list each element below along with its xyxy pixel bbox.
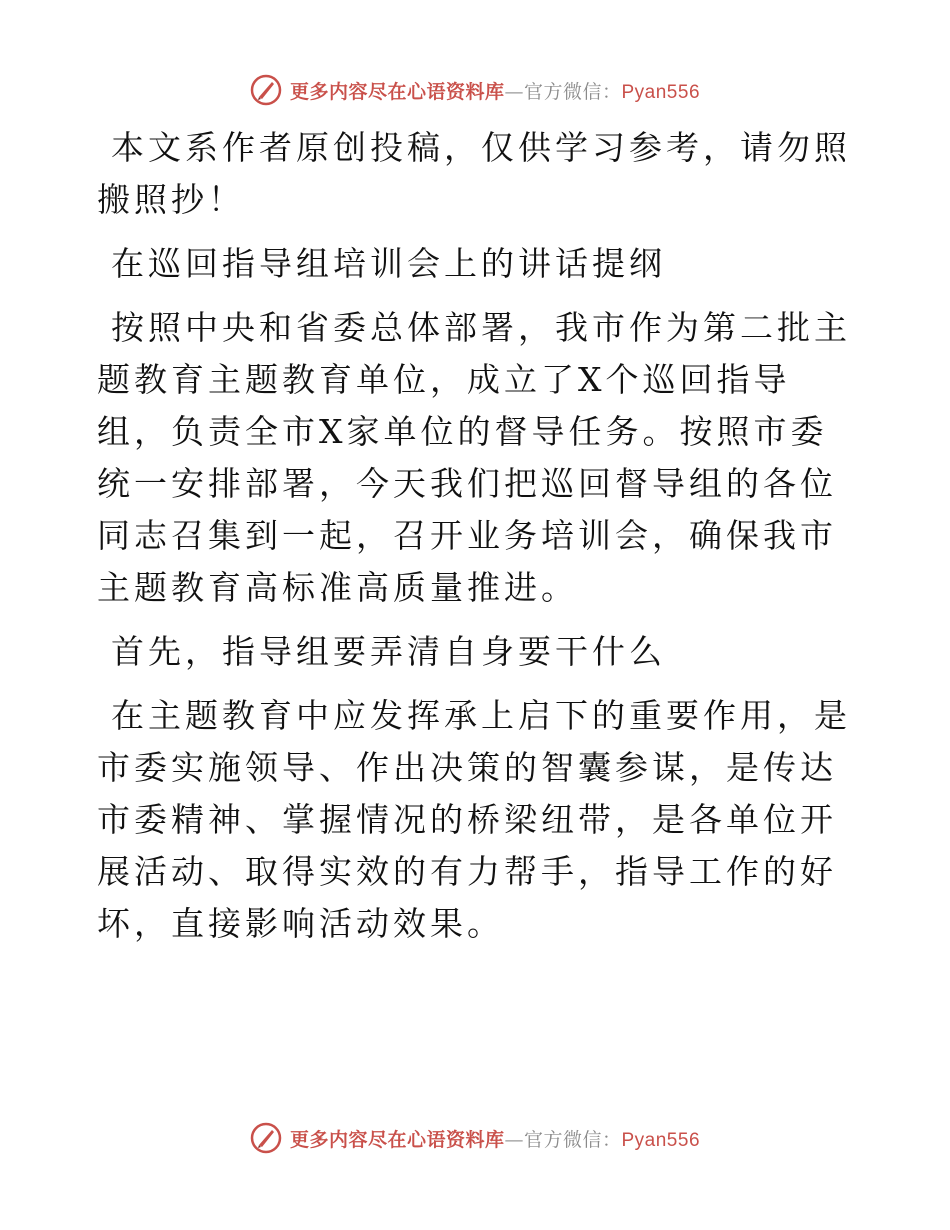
footer-watermark-banner (0, 1118, 950, 1158)
watermark-wechat-label: 官方微信： (523, 1128, 622, 1151)
watermark-text (290, 1125, 700, 1152)
watermark-wechat-id: Pyan556 (621, 81, 701, 103)
document-title: 在巡回指导组培训会上的讲话提纲 (111, 244, 666, 283)
quill-logo-icon (250, 1122, 282, 1154)
watermark-wechat-label: 官方微信： (523, 80, 622, 103)
watermark-separator: — (504, 80, 524, 103)
watermark-separator: — (504, 1128, 524, 1151)
document-body (97, 122, 857, 950)
body-paragraph-1: 按照中央和省委总体部署，我市作为第二批主题教育主题教育单位，成立了X个巡回指导组，负责全市X家单位的督导任务。按照市委统一安排部署，今天我们把巡回督导组的各位同志召集到一起，召开业务培训会，确保我市主题教育高标准高质量推进。 (97, 308, 851, 607)
watermark-text (290, 77, 700, 104)
watermark-brand: 更多内容尽在心语资料库 (289, 1128, 505, 1151)
quill-logo-icon (250, 74, 282, 106)
header-watermark-banner (0, 70, 950, 110)
section-heading: 首先，指导组要弄清自身要干什么 (111, 632, 666, 671)
watermark-brand: 更多内容尽在心语资料库 (289, 80, 505, 103)
watermark-wechat-id: Pyan556 (621, 1129, 701, 1151)
body-paragraph-2: 在主题教育中应发挥承上启下的重要作用，是市委实施领导、作出决策的智囊参谋，是传达市委精神、掌握情况的桥梁纽带，是各单位开展活动、取得实效的有力帮手，指导工作的好坏，直接影响活动效果。 (97, 696, 851, 943)
copyright-notice: 本文系作者原创投稿，仅供学习参考，请勿照搬照抄！ (97, 128, 851, 219)
